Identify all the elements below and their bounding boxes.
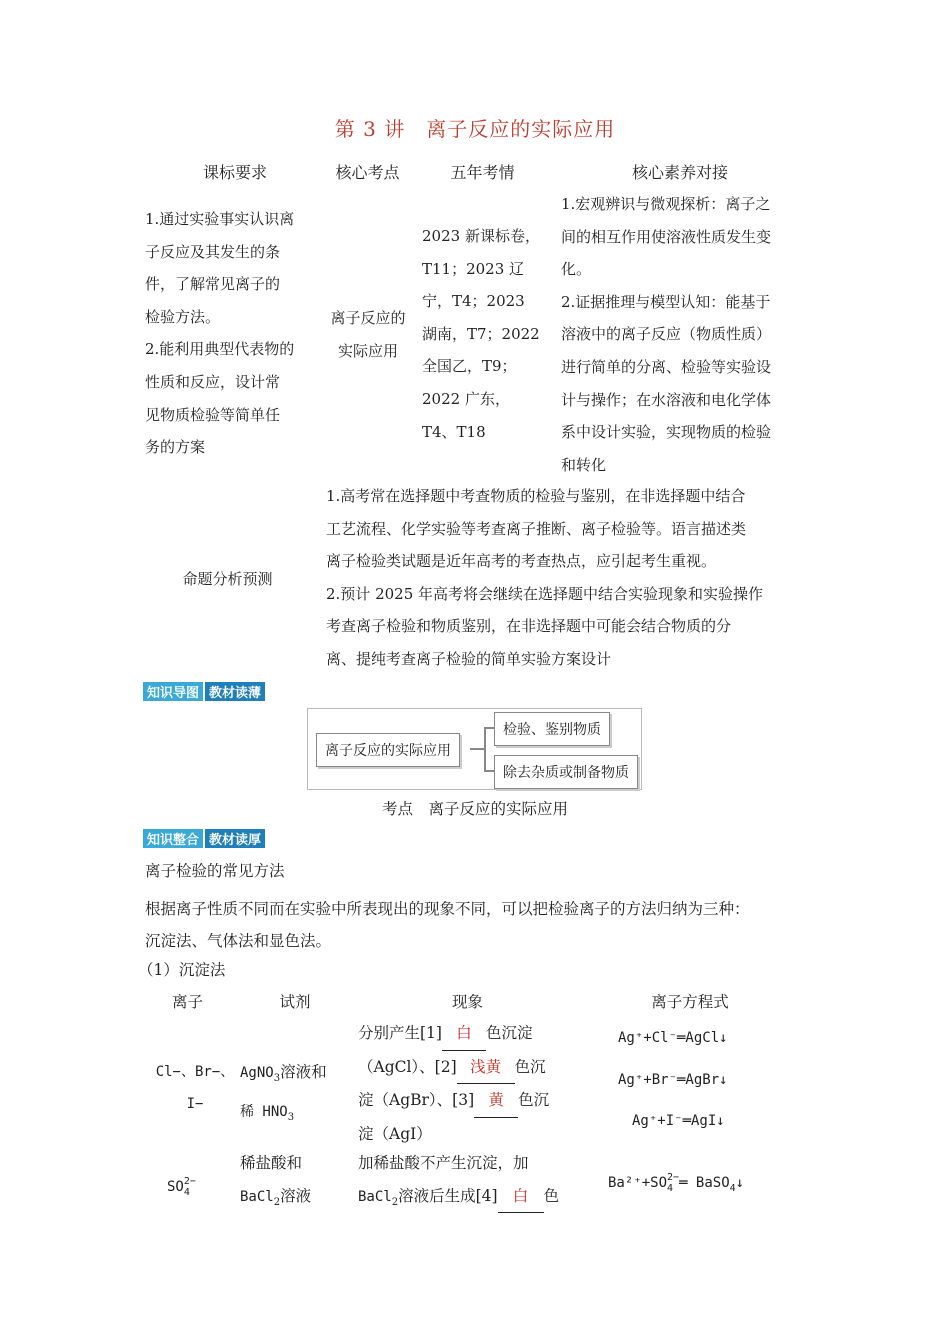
req-line: 务的方案 [145, 438, 206, 457]
row2-equation [608, 1172, 788, 1194]
methods-title: 离子检验的常见方法 [145, 862, 285, 880]
exam-history-text [422, 220, 552, 448]
literacy-line: 2.证据推理与模型认知：能基于 [561, 292, 771, 311]
phenomenon-text: 色 [543, 1186, 560, 1205]
phenomenon-text: 分别产生[1] [358, 1024, 442, 1042]
subscript: 4 [667, 1183, 674, 1194]
phenomenon-text: （AgCl）、[2] [358, 1057, 457, 1076]
exam-line: 全国乙，T9； [422, 357, 517, 376]
phenomenon-text: 加稀盐酸不产生沉淀，加 [358, 1154, 529, 1172]
answer-blank-3: 黄 [474, 1084, 518, 1118]
connector [470, 748, 484, 750]
literacy-line: 化。 [561, 260, 592, 279]
superscript: 2− [183, 1176, 196, 1187]
equation-text: ↓ [735, 1175, 745, 1191]
core-point-text [318, 302, 418, 367]
answer-blank-2: 浅黄 [457, 1051, 515, 1085]
subscript: 3 [273, 1073, 281, 1085]
prediction-line: 1.高考常在选择题中考查物质的检验与鉴别，在非选择题中结合 [326, 487, 746, 505]
reagent-text: 稀 HNO [240, 1104, 288, 1121]
page-title: 第 3 讲 离子反应的实际应用 [334, 117, 616, 141]
prediction-label: 命题分析预测 [182, 570, 273, 588]
phenomenon-text: 色沉淀 [485, 1024, 533, 1042]
phenomenon-text: 色沉 [518, 1091, 550, 1109]
badge-part: 教材读厚 [205, 829, 265, 848]
phenomenon-text: 溶液后生成[4] [398, 1186, 498, 1205]
req-line: 性质和反应，设计常 [145, 372, 281, 391]
knowledge-integration-badge [143, 829, 265, 848]
ion-text: Cl−、Br−、 [155, 1064, 235, 1080]
req-line: 2.能利用典型代表物的 [145, 340, 295, 359]
reagent-text: 溶液和 [280, 1063, 327, 1081]
connector [484, 727, 494, 729]
badge-part: 知识导图 [143, 682, 203, 701]
requirements-text [145, 203, 315, 464]
phenomenon-text: 淀（AgBr）、[3] [358, 1091, 475, 1109]
ion-text: SO [167, 1179, 184, 1195]
req-line: 见物质检验等简单任 [145, 405, 281, 424]
exam-line: T4、T18 [422, 422, 486, 441]
header-requirements: 课标要求 [202, 163, 267, 182]
subscript: 2 [273, 1196, 281, 1208]
literacy-line: 进行简单的分离、检验等实验设 [561, 357, 772, 376]
phenomenon-text: 淀（AgI） [358, 1124, 432, 1143]
row1-equation-1: Ag⁺+Cl⁻═AgCl↓ [618, 1030, 728, 1046]
req-line: 1.通过实验事实认识离 [145, 210, 295, 228]
intro-line: 沉淀法、气体法和显色法。 [145, 932, 332, 950]
prediction-line: 工艺流程、化学实验等考查离子推断、离子检验等。语言描述类 [326, 519, 747, 538]
literacy-line: 间的相互作用使溶液性质发生变 [561, 227, 772, 246]
literacy-text [561, 188, 811, 481]
header-literacy: 核心素养对接 [631, 163, 728, 182]
connector [484, 770, 494, 772]
exam-line: 2022 广东， [422, 389, 510, 408]
badge-part: 教材读薄 [205, 682, 265, 701]
knowledge-map-badge [143, 682, 265, 701]
row1-equation-2: Ag⁺+Br⁻═AgBr↓ [618, 1072, 728, 1088]
core-point-line: 实际应用 [337, 341, 398, 360]
prediction-line: 离、提纯考查离子检验的简单实验方案设计 [326, 649, 612, 668]
phenomenon-text: BaCl [358, 1188, 392, 1205]
req-line: 件，了解常见离子的 [145, 275, 281, 294]
exam-line: 宁，T4；2023 [422, 292, 525, 311]
exam-line: 2023 新课标卷， [422, 227, 540, 245]
req-line: 检验方法。 [145, 307, 221, 326]
reagent-text: BaCl [240, 1188, 274, 1205]
mind-map-branch-2: 除去杂质或制备物质 [494, 755, 638, 789]
subscript: 3 [287, 1112, 295, 1124]
prediction-text [326, 480, 816, 676]
equation-text: ═ BaSO [679, 1175, 730, 1191]
literacy-line: 和转化 [561, 455, 607, 474]
badge-part: 知识整合 [143, 829, 203, 848]
req-line: 子反应及其发生的条 [145, 242, 281, 261]
header-exam-history: 五年考情 [450, 163, 515, 182]
row1-phenomenon [358, 1017, 588, 1150]
subscript: 4 [183, 1187, 190, 1198]
prediction-line: 离子检验类试题是近年高考的考查热点，应引起考生重视。 [326, 552, 717, 571]
mind-map-root: 离子反应的实际应用 [316, 733, 460, 767]
subsection-title: （1）沉淀法 [138, 961, 226, 979]
row2-reagent [240, 1147, 360, 1219]
section-title: 考点 离子反应的实际应用 [381, 800, 568, 818]
row2-ion [167, 1176, 196, 1198]
row2-phenomenon [358, 1147, 588, 1219]
exam-line: T11；2023 辽 [422, 259, 525, 278]
literacy-line: 系中设计实验，实现物质的检验 [561, 423, 772, 442]
header-core-point: 核心考点 [335, 163, 400, 182]
literacy-line: 计与操作；在水溶液和电化学体 [561, 390, 772, 409]
intro-text [145, 893, 825, 957]
answer-blank-4: 白 [498, 1180, 544, 1214]
col-reagent: 试剂 [279, 993, 311, 1011]
reagent-text: 溶液 [280, 1186, 312, 1205]
prediction-line: 2.预计 2025 年高考将会继续在选择题中结合实验现象和实验操作 [326, 584, 764, 603]
ion-text: I− [186, 1096, 204, 1112]
col-ion: 离子 [171, 993, 203, 1011]
reagent-text: 稀盐酸和 [240, 1154, 303, 1172]
answer-blank-1: 白 [442, 1017, 486, 1051]
row1-equation-3: Ag⁺+I⁻═AgI↓ [632, 1113, 725, 1129]
intro-line: 根据离子性质不同而在实验中所表现出的现象不同，可以把检验离子的方法归纳为三种： [145, 900, 750, 918]
col-phenomenon: 现象 [451, 993, 483, 1011]
literacy-line: 1.宏观辨识与微观探析：离子之 [561, 195, 771, 213]
superscript: 2− [667, 1172, 680, 1183]
core-point-line: 离子反应的 [330, 309, 406, 327]
subscript: 2 [391, 1196, 399, 1208]
col-equation: 离子方程式 [651, 993, 729, 1011]
literacy-line: 溶液中的离子反应（物质性质） [561, 325, 772, 344]
subscript: 4 [729, 1182, 736, 1194]
row1-ion [145, 1056, 245, 1120]
exam-line: 湖南，T7；2022 [422, 324, 540, 343]
phenomenon-text: 色沉 [514, 1057, 546, 1076]
mind-map [307, 708, 642, 790]
equation-text: Ba²⁺+SO [608, 1175, 668, 1191]
connector [484, 727, 486, 771]
row1-reagent [240, 1056, 360, 1134]
mind-map-branch-1: 检验、鉴别物质 [494, 712, 610, 746]
prediction-line: 考查离子检验和物质鉴别，在非选择题中可能会结合物质的分 [326, 617, 732, 636]
reagent-text: AgNO [240, 1065, 274, 1081]
